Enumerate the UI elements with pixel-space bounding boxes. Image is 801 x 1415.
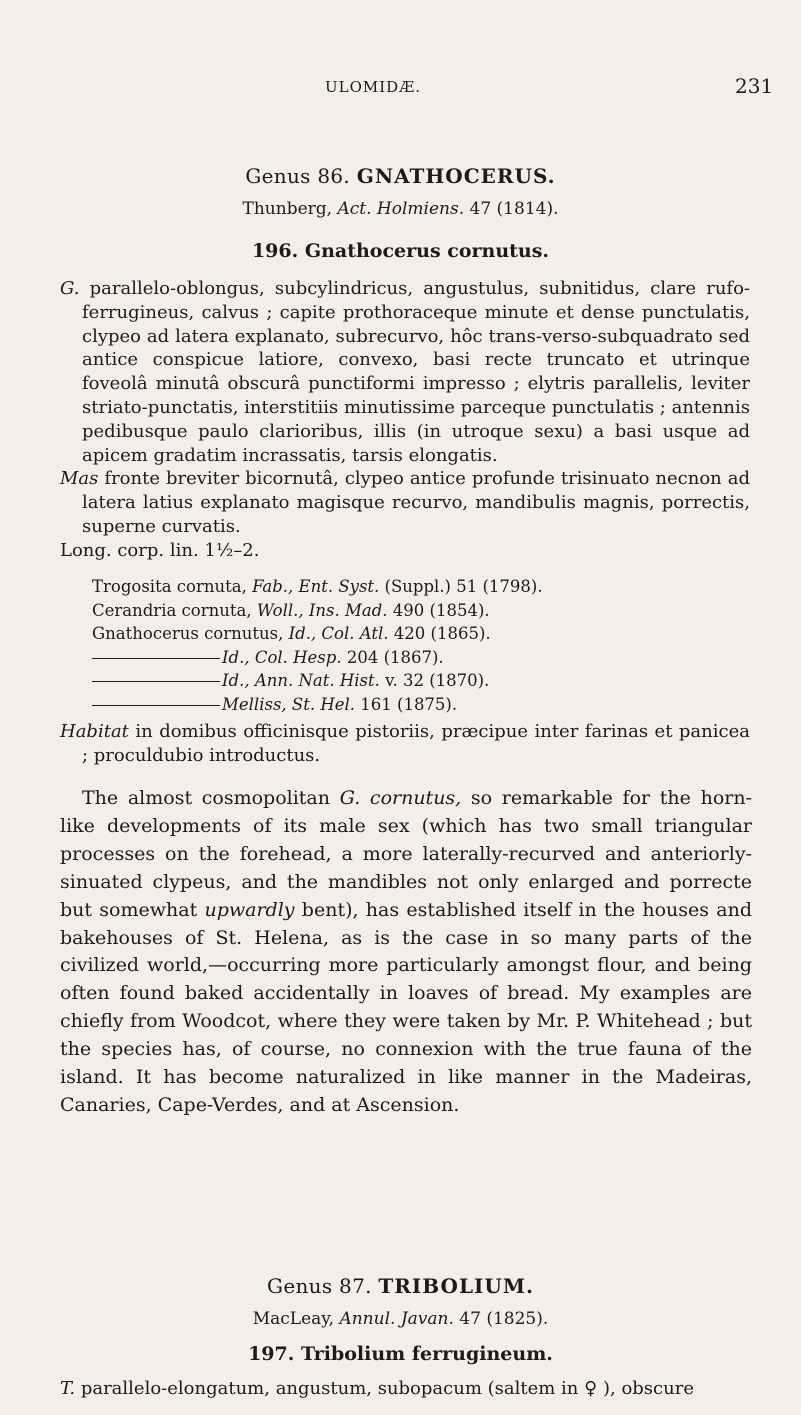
description-text: parallelo-oblongus, subcylindricus, angustulus, subnitidus, clare rufo-ferrugineus, calvus ; capite prothoraceque minute et dense punctulatis, clypeo ad latera explanato, subrecurvo, hôc trans-verso-subquadrato sed antice conspicue latiore, convexo, basi recte truncato et utrinque foveolâ minutâ obscurâ punctiformi impresso ; elytris parallelis, leviter striato-punctatis, interstitiis minutissime parceque punctulatis ; antennis pedibusque paulo clarioribus, illis (in utroque sexu) a basi usque ad apicem gradatim incrassatis, tarsis elongatis. <box>82 278 750 466</box>
authority-ref: 47 (1814). <box>469 199 559 219</box>
description-text: parallelo-elongatum, angustum, subopacum (saltem in ♀ ), obscure <box>80 1378 694 1399</box>
synonymy-entry: Trogosita cornuta, Fab., Ent. Syst. (Suppl.) 51 (1798). <box>92 577 543 596</box>
emphasis-upwardly: upwardly <box>204 898 295 921</box>
synonymy-entry: Id., Col. Hesp. 204 (1867). <box>92 646 752 670</box>
species-197-heading: 197. Tribolium ferrugineum. <box>248 1343 553 1365</box>
genus-label: Genus 87. <box>267 1274 372 1298</box>
description-paragraph <box>60 277 750 467</box>
synonymy-entry: Id., Ann. Nat. Hist. v. 32 (1870). <box>92 669 752 693</box>
page-number: 231 <box>735 74 774 98</box>
genus-label: Genus 86. <box>245 164 351 188</box>
ditto-dash <box>92 658 220 659</box>
running-title: ULOMIDÆ. <box>325 78 421 96</box>
habitat-paragraph <box>60 720 750 768</box>
mas-label: Mas <box>60 468 99 490</box>
genus-abbreviation: T. <box>60 1378 76 1399</box>
latin-description <box>60 277 750 563</box>
synonymy-list <box>92 575 752 716</box>
genus-name: TRIBOLIUM. <box>378 1274 534 1298</box>
species-197-description <box>60 1377 750 1401</box>
ditto-dash <box>92 705 220 706</box>
genus-87-heading <box>0 1274 801 1298</box>
ditto-dash <box>92 681 220 682</box>
species-name-italic: G. cornutus, <box>339 787 462 809</box>
authority-author: Thunberg, <box>242 199 333 219</box>
genus-86-authority <box>0 199 801 219</box>
habitat-text: in domibus officinisque pistoriis, præcipue inter farinas et panicea ; proculdubio introductus. <box>82 721 750 766</box>
synonymy-entry: Gnathocerus cornutus, Id., Col. Atl. 420 (1865). <box>92 624 491 643</box>
discussion-paragraph: The almost cosmopolitan G. cornutus, so remarkable for the horn-like developments of its male sex (which has two small triangular processes on the forehead, a more laterally-recurved and anteriorly-sinuated clypeus, and the mandibles not only enlarged and porrecte but somewhat upwardly bent), has established itself in the houses and bakehouses of St. Helena, as is the case in so many parts of the civilized world,—occurring more particularly amongst flour, and being often found baked accidentally in loaves of bread. My examples are chiefly from Woodcot, where they were taken by Mr. P. Whitehead ; but the species has, of course, no connexion with the true fauna of the island. It has become naturalized in like manner in the Madeiras, Canaries, Cape-Verdes, and at Ascension. <box>60 787 752 1116</box>
genus-name: GNATHOCERUS. <box>356 164 556 188</box>
authority-work: Act. Holmiens. <box>337 199 465 219</box>
running-header <box>0 72 801 102</box>
mas-text: fronte breviter bicornutâ, clypeo antice profunde trisinuato necnon ad latera latius explanato magisque recurvo, mandibulis magnis, porrectis, superne curvatis. <box>82 468 750 537</box>
male-paragraph <box>60 467 750 538</box>
habitat-label: Habitat <box>60 721 129 742</box>
genus-abbreviation: G. <box>60 278 80 299</box>
authority-ref: 47 (1825). <box>459 1309 549 1329</box>
length-line: Long. corp. lin. 1½–2. <box>60 539 260 561</box>
genus-86-heading <box>0 164 801 188</box>
authority-work: Annul. Javan. <box>339 1309 454 1329</box>
synonymy-entry: Melliss, St. Hel. 161 (1875). <box>92 693 752 717</box>
genus-87-authority <box>0 1309 801 1329</box>
synonymy-entry: Cerandria cornuta, Woll., Ins. Mad. 490 (1854). <box>92 600 490 620</box>
authority-author: MacLeay, <box>252 1309 335 1329</box>
species-196-heading: 196. Gnathocerus cornutus. <box>251 240 550 262</box>
